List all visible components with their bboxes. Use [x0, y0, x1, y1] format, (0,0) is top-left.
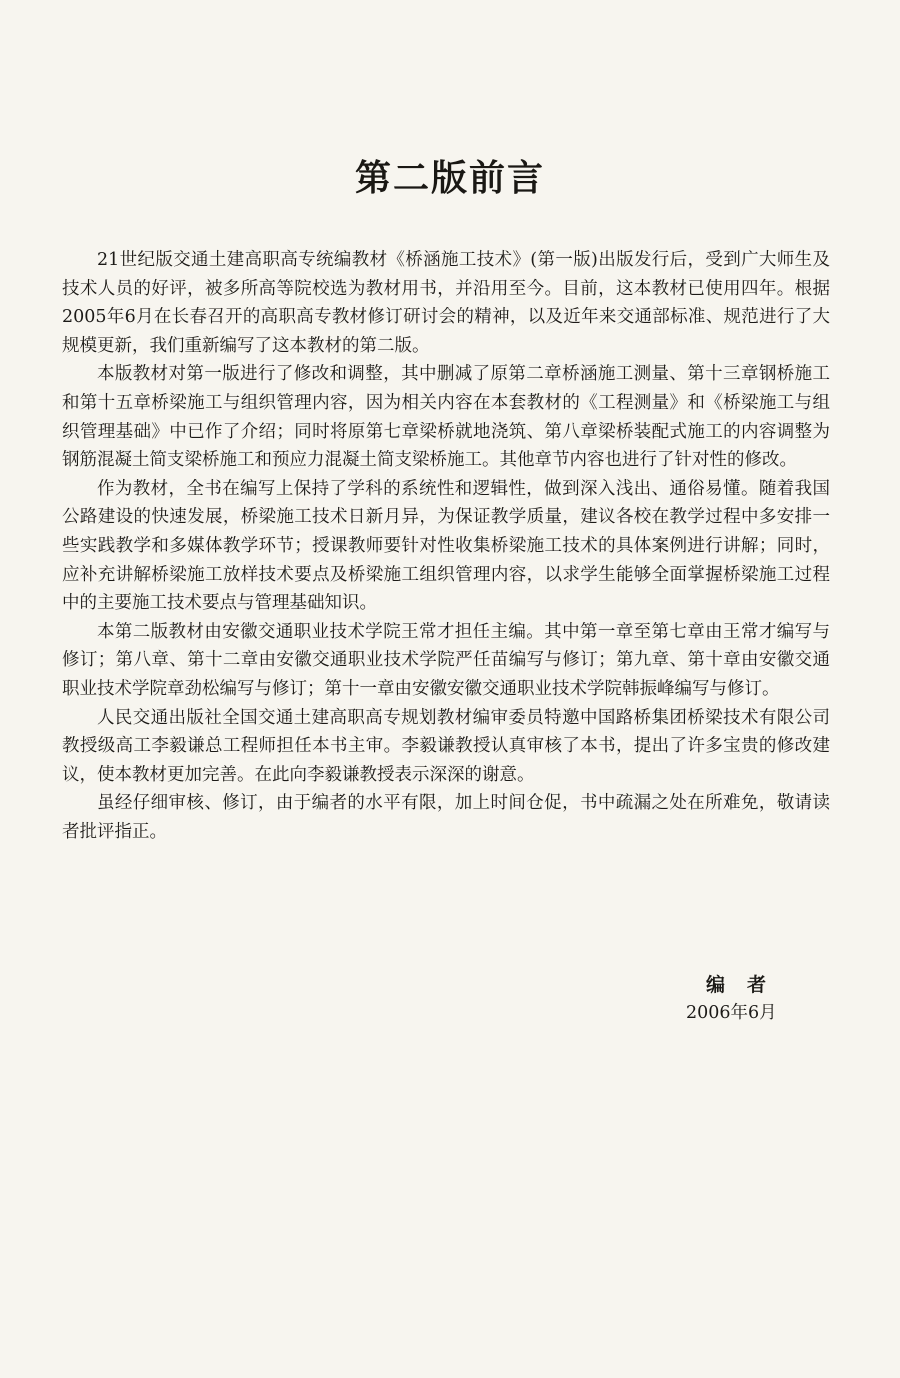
preface-body	[62, 246, 830, 846]
paragraph: 本版教材对第一版进行了修改和调整，其中删减了原第二章桥涵施工测量、第十三章钢桥施工和第十五章桥梁施工与组织管理内容，因为相关内容在本套教材的《工程测量》和《桥梁施工与组织管理基础》中已作了介绍；同时将原第七章梁桥就地浇筑、第八章梁桥装配式施工的内容调整为钢筋混凝土简支梁桥施工和预应力混凝土简支梁桥施工。其他章节内容也进行了针对性的修改。	[62, 364, 830, 471]
paragraph: 人民交通出版社全国交通土建高职高专规划教材编审委员特邀中国路桥集团桥梁技术有限公司教授级高工李毅谦总工程师担任本书主审。李毅谦教授认真审核了本书，提出了许多宝贵的修改建议，使本教材更加完善。在此向李毅谦教授表示深深的谢意。	[62, 707, 830, 785]
paragraph: 21世纪版交通土建高职高专统编教材《桥涵施工技术》(第一版)出版发行后，受到广大师生及技术人员的好评，被多所高等院校选为教材用书，并沿用至今。目前，这本教材已使用四年。根据2005年6月在长春召开的高职高专教材修订研讨会的精神，以及近年来交通部标准、规范进行了大规模更新，我们重新编写了这本教材的第二版。	[62, 250, 830, 356]
author-signature: 编者	[706, 974, 789, 996]
paragraph: 本第二版教材由安徽交通职业技术学院王常才担任主编。其中第一章至第七章由王常才编写与修订；第八章、第十二章由安徽交通职业技术学院严任苗编写与修订；第九章、第十章由安徽交通职业技术学院章劲松编写与修订；第十一章由安徽安徽交通职业技术学院韩振峰编写与修订。	[62, 621, 830, 699]
date: 2006年6月	[686, 1003, 777, 1023]
paragraph: 作为教材，全书在编写上保持了学科的系统性和逻辑性，做到深入浅出、通俗易懂。随着我国公路建设的快速发展，桥梁施工技术日新月异，为保证教学质量，建议各校在教学过程中多安排一些实践教学和多媒体教学环节；授课教师要针对性收集桥梁施工技术的具体案例进行讲解；同时，应补充讲解桥梁施工放样技术要点及桥梁施工组织管理内容，以求学生能够全面掌握桥梁施工过程中的主要施工技术要点与管理基础知识。	[62, 478, 830, 614]
page-title: 第二版前言	[354, 158, 545, 199]
paragraph: 虽经仔细审核、修订，由于编者的水平有限，加上时间仓促，书中疏漏之处在所难免，敬请读者批评指正。	[62, 793, 830, 842]
